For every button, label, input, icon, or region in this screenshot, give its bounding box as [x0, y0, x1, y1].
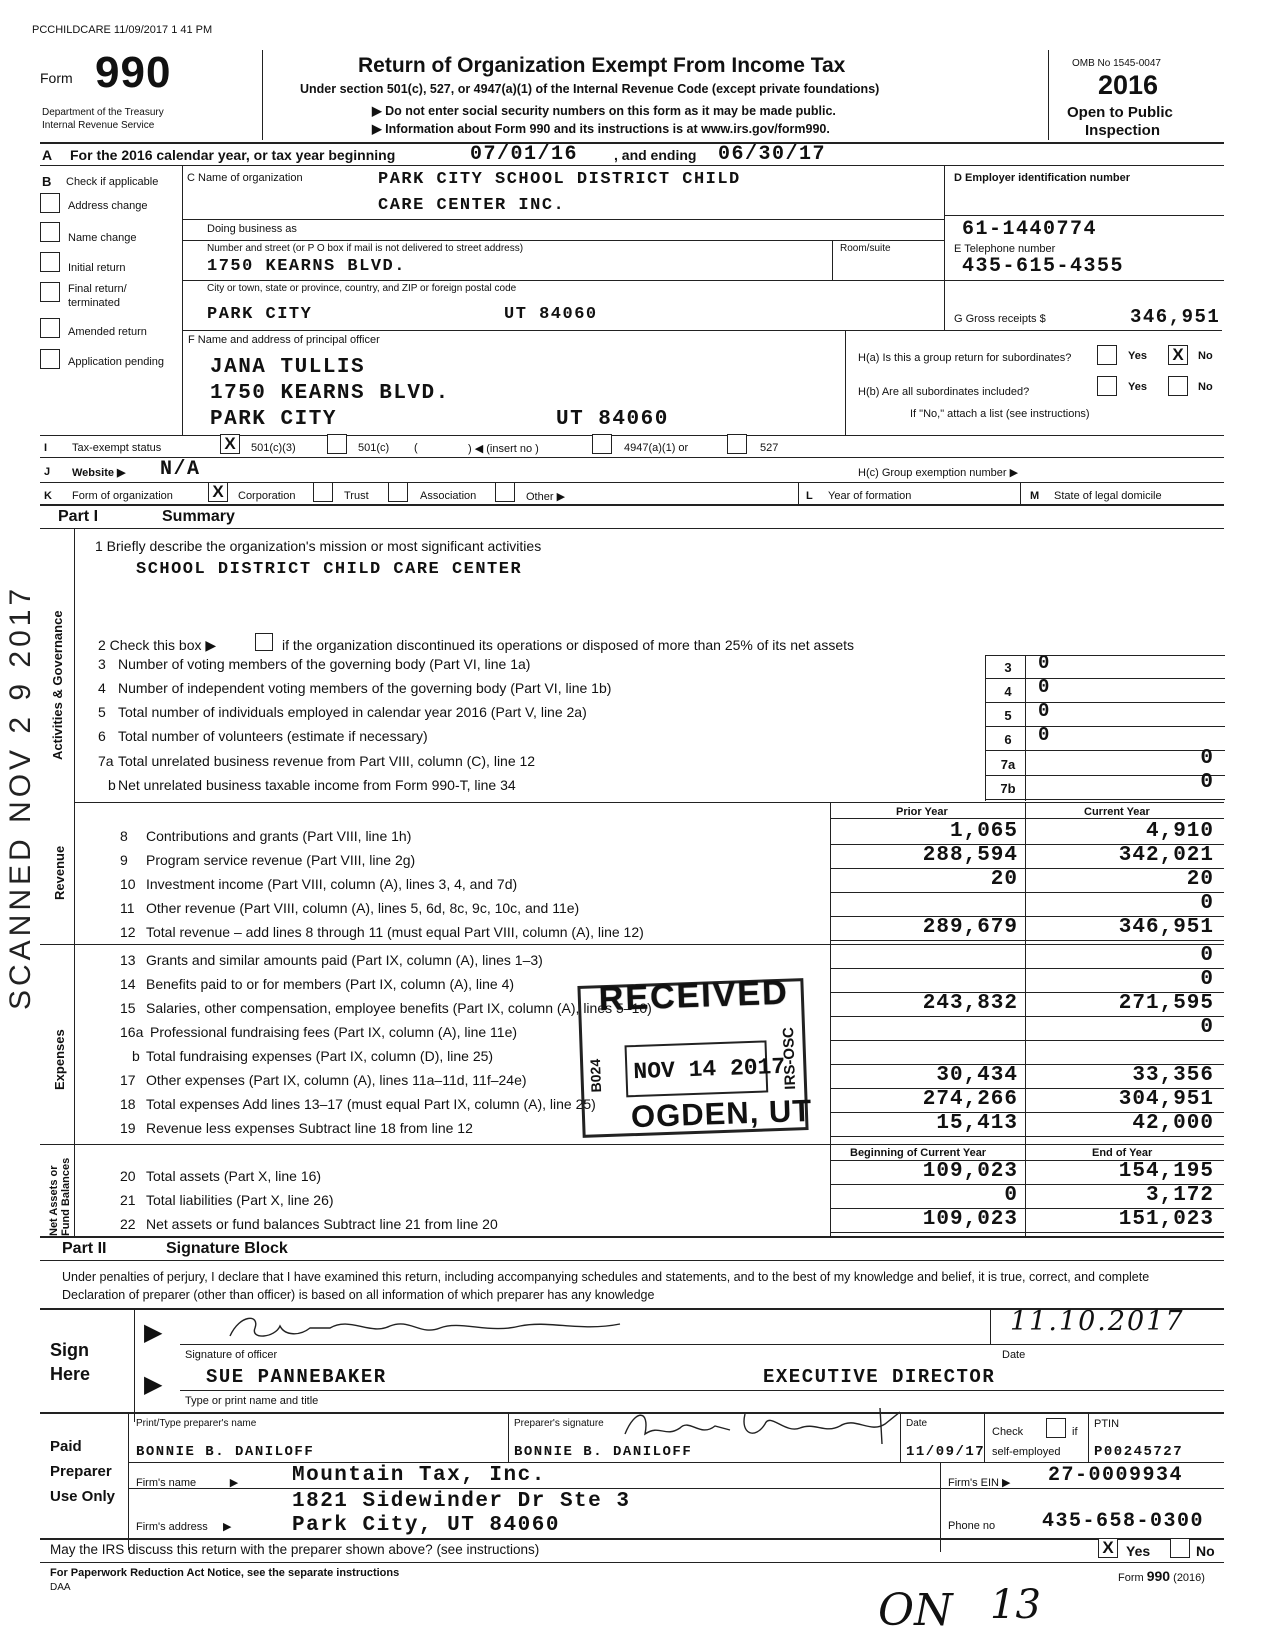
prior-value: 288,594 [922, 844, 1018, 867]
mission-text: SCHOOL DISTRICT CHILD CARE CENTER [136, 560, 523, 579]
part1-title: Summary [162, 508, 235, 525]
current-value: 0 [1200, 1016, 1214, 1039]
preparer-sig-label: Preparer's signature [514, 1418, 604, 1429]
line-j-letter: J [44, 466, 51, 478]
part2-label: Part II [62, 1240, 107, 1257]
hb-no-checkbox[interactable] [1168, 376, 1188, 396]
street-label: Number and street (or P O box if mail is not delivered to street address) [207, 243, 524, 254]
money-line-text: Revenue less expenses Subtract line 18 from line 12 [146, 1120, 473, 1136]
inspection: Inspection [1085, 122, 1161, 139]
prior-value: 0 [1004, 1184, 1018, 1207]
website-label: Website ▶ [72, 467, 126, 479]
money-line-number: 19 [120, 1120, 136, 1136]
gov-line-value: 0 [1038, 676, 1051, 698]
gov-line-key: 3 [1004, 660, 1012, 675]
side-expenses: Expenses [52, 1029, 67, 1090]
prior-value: 1,065 [949, 820, 1018, 843]
527-label: 527 [760, 442, 779, 454]
open-public: Open to Public [1067, 104, 1173, 121]
ha-label: H(a) Is this a group return for subordinates? [858, 352, 1072, 364]
hb-no-label: No [1198, 381, 1213, 393]
officer-signature [220, 1306, 630, 1346]
dept-irs: Internal Revenue Service [42, 120, 155, 131]
discuss-no-checkbox[interactable] [1170, 1538, 1190, 1558]
footer-form: Form 990 (2016) [1118, 1568, 1205, 1584]
use-only-label: Use Only [50, 1488, 116, 1505]
form-of-org-label: Form of organization [72, 490, 173, 502]
gov-line-text: Number of independent voting members of the governing body (Part VI, line 1b) [118, 680, 612, 696]
501c-insert: ) ◀ (insert no ) [468, 443, 539, 455]
line-a-letter: A [42, 147, 53, 163]
tax-year: 2016 [1098, 70, 1159, 100]
gov-line-key: 7a [1000, 757, 1016, 772]
received-text: RECEIVED [598, 973, 790, 1019]
money-line-text: Total fundraising expenses (Part IX, column (D), line 25) [146, 1048, 494, 1064]
handwritten-note-1: ON [878, 1585, 953, 1636]
current-value: 151,023 [1118, 1208, 1214, 1231]
prior-value: 20 [990, 868, 1018, 891]
stamp-code: B024 [586, 1058, 605, 1093]
current-value: 154,195 [1118, 1160, 1214, 1183]
prior-year-label: Prior Year [896, 806, 948, 818]
gov-line-value: 0 [1200, 771, 1214, 794]
firm-address-1: 1821 Sidewinder Dr Ste 3 [292, 1490, 631, 1513]
ha-no-checkbox[interactable]: X [1168, 345, 1188, 365]
tax-exempt-label: Tax-exempt status [72, 442, 162, 454]
here-label: Here [50, 1364, 91, 1384]
4947-checkbox[interactable] [592, 434, 612, 454]
paid-label: Paid [50, 1438, 82, 1455]
preparer-name-label: Print/Type preparer's name [136, 1418, 257, 1429]
prior-value: 30,434 [936, 1064, 1018, 1087]
current-value: 271,595 [1118, 992, 1214, 1015]
side-revenue: Revenue [52, 845, 67, 900]
money-line-number: b [132, 1048, 140, 1064]
501c-label: 501(c) [358, 442, 390, 454]
application-pending-label: Application pending [68, 356, 165, 368]
officer-label: F Name and address of principal officer [188, 334, 380, 346]
side-net-assets: Net Assets or Fund Balances [48, 1157, 72, 1236]
money-line-number: 8 [120, 828, 128, 844]
form-subtitle: Under section 501(c), 527, or 4947(a)(1) of the Internal Revenue Code (except private foundations) [300, 82, 880, 96]
firm-ein: 27-0009934 [1048, 1464, 1184, 1487]
dba-label: Doing business as [207, 223, 297, 235]
money-line-number: 22 [120, 1216, 136, 1232]
daa-label: DAA [50, 1582, 71, 1593]
prior-value: 109,023 [922, 1208, 1018, 1231]
stamp-date-box [625, 1040, 786, 1097]
money-line-text: Total revenue – add lines 8 through 11 (must equal Part VIII, column (A), line 12) [146, 924, 644, 940]
sign-arrow-1: ▶ [144, 1319, 163, 1346]
current-value: 42,000 [1132, 1112, 1214, 1135]
501c3-label: 501(c)(3) [251, 442, 296, 454]
address-change-label: Address change [68, 200, 148, 212]
discuss-question: May the IRS discuss this return with the preparer shown above? (see instructions) [50, 1542, 540, 1557]
gov-row-rule [985, 678, 1225, 679]
line-m-letter: M [1030, 490, 1040, 502]
signature-label: Signature of officer [185, 1349, 278, 1361]
current-value: 20 [1186, 868, 1214, 891]
money-line-number: 9 [120, 852, 128, 868]
sign-arrow-2: ▶ [144, 1371, 163, 1398]
preparer-sig-name: BONNIE B. DANILOFF [514, 1444, 693, 1460]
current-value: 33,356 [1132, 1064, 1214, 1087]
current-value: 346,951 [1118, 916, 1214, 939]
officer-printed-name: SUE PANNEBAKER [206, 1366, 387, 1388]
gov-line-number: 3 [98, 656, 106, 672]
stamp-irs: IRS-OSC [779, 1026, 800, 1090]
org-name-line2: CARE CENTER INC. [378, 196, 566, 215]
money-line-text: Other expenses (Part IX, column (A), lines 11a–11d, 11f–24e) [146, 1072, 527, 1088]
money-line-text: Grants and similar amounts paid (Part IX, column (A), lines 1–3) [146, 952, 543, 968]
hb-note: If "No," attach a list (see instructions) [910, 408, 1090, 420]
officer-title: EXECUTIVE DIRECTOR [763, 1366, 996, 1388]
501c3-checkbox[interactable]: X [220, 434, 240, 454]
tax-year-begin: 07/01/16 [470, 143, 579, 166]
ein-label: D Employer identification number [954, 172, 1131, 184]
prior-value: 15,413 [936, 1112, 1018, 1135]
hb-label: H(b) Are all subordinates included? [858, 386, 1030, 398]
money-line-text: Net assets or fund balances Subtract line 21 from line 20 [146, 1216, 498, 1232]
ssn-note: ▶ Do not enter social security numbers on this form as it may be made public. [372, 104, 836, 118]
association-label: Association [420, 490, 477, 502]
gov-row-rule [985, 726, 1225, 727]
terminated-label: terminated [68, 297, 120, 309]
gov-line-value: 0 [1038, 700, 1051, 722]
gov-line-text: Total number of individuals employed in calendar year 2016 (Part V, line 2a) [118, 704, 587, 720]
form-number: 990 [95, 48, 172, 97]
penalty-statement: Under penalties of perjury, I declare that I have examined this return, including accompanying schedules and statements, and to the best of my knowledge and belief, it is true, correct, and complete Declaration of preparer (other than officer) is based on all information of which preparer has any knowledge [62, 1270, 1150, 1302]
ha-yes-label: Yes [1128, 350, 1147, 362]
firm-ein-label: Firm's EIN ▶ [948, 1477, 1011, 1489]
hb-yes-label: Yes [1128, 381, 1147, 393]
application-pending-checkbox[interactable] [40, 349, 60, 369]
money-line-number: 21 [120, 1192, 136, 1208]
money-row-rule [830, 940, 1224, 941]
line2-text: if the organization discontinued its operations or disposed of more than 25% of its net assets [282, 637, 855, 653]
money-line-text: Total assets (Part X, line 16) [146, 1168, 322, 1184]
discuss-yes-label: Yes [1126, 1543, 1151, 1559]
officer-state-zip: UT 84060 [556, 408, 669, 431]
money-line-text: Total expenses Add lines 13–17 (must equal Part IX, column (A), line 25) [146, 1096, 596, 1112]
check-if-applicable: Check if applicable [66, 176, 159, 188]
discuss-no-label: No [1196, 1543, 1215, 1559]
phone-no-label: Phone no [948, 1520, 996, 1532]
pra-notice: For Paperwork Reduction Act Notice, see the separate instructions [50, 1567, 400, 1579]
firm-name: Mountain Tax, Inc. [292, 1464, 546, 1487]
money-line-number: 12 [120, 924, 136, 940]
association-checkbox[interactable] [388, 482, 408, 502]
check-label: Check [992, 1426, 1024, 1438]
current-value: 0 [1200, 944, 1214, 967]
current-value: 0 [1200, 968, 1214, 991]
state-domicile-label: State of legal domicile [1054, 490, 1162, 502]
other-checkbox[interactable] [495, 482, 515, 502]
current-year-label: Current Year [1084, 806, 1150, 818]
discontinued-checkbox[interactable] [255, 633, 273, 651]
gov-line-text: Net unrelated business taxable income from Form 990-T, line 34 [118, 777, 516, 793]
dept-treasury: Department of the Treasury [42, 107, 164, 118]
name-change-label: Name change [68, 232, 137, 244]
gov-line-key: 6 [1004, 732, 1012, 747]
money-line-number: 18 [120, 1096, 136, 1112]
gov-line-value: 0 [1038, 652, 1051, 674]
ha-yes-checkbox[interactable] [1097, 345, 1117, 365]
corporation-checkbox[interactable]: X [208, 482, 228, 502]
scanned-stamp: SCANNED NOV 2 9 2017 [4, 584, 37, 1010]
gov-line-key: 4 [1004, 684, 1012, 699]
gov-line-number: 6 [98, 728, 106, 744]
corporation-label: Corporation [238, 490, 296, 502]
room-suite-label: Room/suite [840, 243, 891, 254]
phone-label: E Telephone number [954, 243, 1056, 255]
current-value: 342,021 [1118, 844, 1214, 867]
type-name-label: Type or print name and title [185, 1395, 319, 1407]
prior-value: 289,679 [922, 916, 1018, 939]
money-row-rule [830, 1232, 1224, 1233]
line2-check: 2 Check this box ▶ [98, 637, 217, 653]
part2-title: Signature Block [166, 1240, 288, 1257]
discuss-yes-checkbox[interactable]: X [1098, 1538, 1118, 1558]
current-value: 4,910 [1145, 820, 1214, 843]
initial-return-checkbox[interactable] [40, 252, 60, 272]
preparer-signature [620, 1404, 910, 1448]
501c-checkbox[interactable] [327, 434, 347, 454]
money-line-text: Professional fundraising fees (Part IX, column (A), line 11e) [150, 1024, 518, 1040]
org-city: PARK CITY [207, 305, 313, 324]
gov-line-text: Number of voting members of the governing body (Part VI, line 1a) [118, 656, 531, 672]
ptin-value: P00245727 [1094, 1444, 1184, 1460]
firm-address-2: Park City, UT 84060 [292, 1514, 560, 1537]
trust-checkbox[interactable] [313, 482, 333, 502]
gov-line-number: 7a [98, 753, 114, 769]
gov-line-value: 0 [1200, 747, 1214, 770]
omb-number: OMB No 1545-0047 [1072, 58, 1161, 69]
gross-receipts-value: 346,951 [1130, 306, 1221, 328]
org-state-zip: UT 84060 [504, 305, 598, 324]
stamp-date: NOV 14 2017 [633, 1053, 786, 1086]
gov-line-key: 5 [1004, 708, 1012, 723]
date-label: Date [1002, 1349, 1026, 1361]
eoy-label: End of Year [1092, 1147, 1153, 1159]
money-line-number: 15 [120, 1000, 136, 1016]
final-return-checkbox[interactable] [40, 282, 60, 302]
prior-value: 243,832 [922, 992, 1018, 1015]
handwritten-note-2: 13 [990, 1582, 1041, 1628]
form-title: Return of Organization Exempt From Income Tax [358, 54, 846, 77]
gov-line-key: 7b [1000, 781, 1016, 796]
side-activities: Activities & Governance [50, 610, 65, 760]
signature-date: 11.10.2017 [1010, 1306, 1185, 1337]
money-line-number: 10 [120, 876, 136, 892]
money-line-text: Benefits paid to or for members (Part IX, column (A), line 4) [146, 976, 515, 992]
website-value: N/A [160, 458, 201, 481]
money-row-rule [830, 1040, 1224, 1041]
tax-year-end: 06/30/17 [718, 143, 827, 166]
4947-label: 4947(a)(1) or [624, 442, 689, 454]
gov-line-number: 4 [98, 680, 106, 696]
gov-line-number: b [108, 777, 116, 793]
527-checkbox[interactable] [727, 434, 747, 454]
gov-line-value: 0 [1038, 724, 1051, 746]
self-employed-label: self-employed [992, 1446, 1061, 1458]
officer-city: PARK CITY [210, 408, 337, 431]
other-label: Other ▶ [526, 491, 566, 503]
ha-no-label: No [1198, 350, 1213, 362]
501c-paren-open: ( [414, 442, 418, 454]
print-header: PCCHILDCARE 11/09/2017 1 41 PM [32, 24, 213, 36]
preparer-date: 11/09/17 [906, 1444, 986, 1460]
info-note: ▶ Information about Form 990 and its instructions is at www.irs.gov/form990. [372, 122, 830, 136]
money-line-number: 17 [120, 1072, 136, 1088]
money-line-number: 13 [120, 952, 136, 968]
stamp-city: OGDEN, UT [630, 1092, 813, 1135]
firm-name-label: Firm's name ▶ [136, 1477, 239, 1489]
line-b-letter: B [42, 174, 52, 189]
year-formation-label: Year of formation [828, 490, 912, 502]
boy-label: Beginning of Current Year [850, 1147, 987, 1159]
money-line-number: 20 [120, 1168, 136, 1184]
final-return-label: Final return/ [68, 283, 127, 295]
gross-receipts-label: G Gross receipts $ [954, 313, 1046, 325]
officer-name: JANA TULLIS [210, 356, 366, 379]
amended-return-label: Amended return [68, 326, 147, 338]
ein-value: 61-1440774 [962, 218, 1098, 241]
city-label: City or town, state or province, country, and ZIP or foreign postal code [207, 283, 517, 294]
form-label: Form [40, 70, 73, 86]
preparer-date-label: Date [906, 1418, 928, 1429]
line-a-mid: , and ending [614, 147, 697, 163]
received-stamp [577, 973, 813, 1138]
hb-yes-checkbox[interactable] [1097, 376, 1117, 396]
gov-row-rule [985, 799, 1225, 800]
if-label: if [1072, 1426, 1078, 1438]
org-name-label: C Name of organization [187, 172, 303, 184]
org-name-line1: PARK CITY SCHOOL DISTRICT CHILD [378, 170, 741, 189]
current-value: 3,172 [1145, 1184, 1214, 1207]
money-line-text: Contributions and grants (Part VIII, line 1h) [146, 828, 412, 844]
money-line-text: Investment income (Part VIII, column (A), lines 3, 4, and 7d) [146, 876, 518, 892]
address-change-checkbox[interactable] [40, 193, 60, 213]
phone-value: 435-615-4355 [962, 255, 1125, 278]
money-line-number: 11 [120, 900, 135, 916]
initial-return-label: Initial return [68, 262, 126, 274]
part1-label: Part I [58, 508, 99, 525]
money-line-text: Other revenue (Part VIII, column (A), lines 5, 6d, 8c, 9c, 10c, and 11e) [146, 900, 580, 916]
money-line-text: Salaries, other compensation, employee benefits (Part IX, column (A), lines 5–10) [146, 1000, 652, 1016]
preparer-label: Preparer [50, 1463, 112, 1480]
money-line-text: Program service revenue (Part VIII, line 2g) [146, 852, 416, 868]
line-l-letter: L [806, 490, 813, 502]
gov-line-text: Total number of volunteers (estimate if necessary) [118, 728, 428, 744]
money-line-number: 14 [120, 976, 136, 992]
gov-line-text: Total unrelated business revenue from Part VIII, column (C), line 12 [118, 753, 536, 769]
line-i-letter: I [44, 442, 48, 454]
line-a-text: For the 2016 calendar year, or tax year beginning [70, 147, 396, 163]
current-value: 304,951 [1118, 1088, 1214, 1111]
hc-label: H(c) Group exemption number ▶ [858, 467, 1019, 479]
sign-label: Sign [50, 1340, 89, 1360]
trust-label: Trust [344, 490, 369, 502]
firm-address-label: Firm's address ▶ [136, 1521, 232, 1533]
name-change-checkbox[interactable] [40, 222, 60, 242]
preparer-name: BONNIE B. DANILOFF [136, 1444, 315, 1460]
org-street: 1750 KEARNS BLVD. [207, 257, 406, 276]
line1-text: 1 Briefly describe the organization's mission or most significant activities [95, 538, 542, 554]
prior-value: 274,266 [922, 1088, 1018, 1111]
money-line-text: Total liabilities (Part X, line 26) [146, 1192, 334, 1208]
ptin-label: PTIN [1094, 1418, 1120, 1430]
money-line-number: 16a [120, 1024, 144, 1040]
current-value: 0 [1200, 892, 1214, 915]
line-k-letter: K [44, 490, 52, 502]
officer-street: 1750 KEARNS BLVD. [210, 382, 450, 405]
gov-row-rule [985, 702, 1225, 703]
gov-line-number: 5 [98, 704, 106, 720]
money-row-rule [830, 1136, 1224, 1137]
amended-return-checkbox[interactable] [40, 318, 60, 338]
prior-value: 109,023 [922, 1160, 1018, 1183]
firm-phone: 435-658-0300 [1042, 1510, 1205, 1533]
self-employed-checkbox[interactable] [1046, 1418, 1066, 1438]
